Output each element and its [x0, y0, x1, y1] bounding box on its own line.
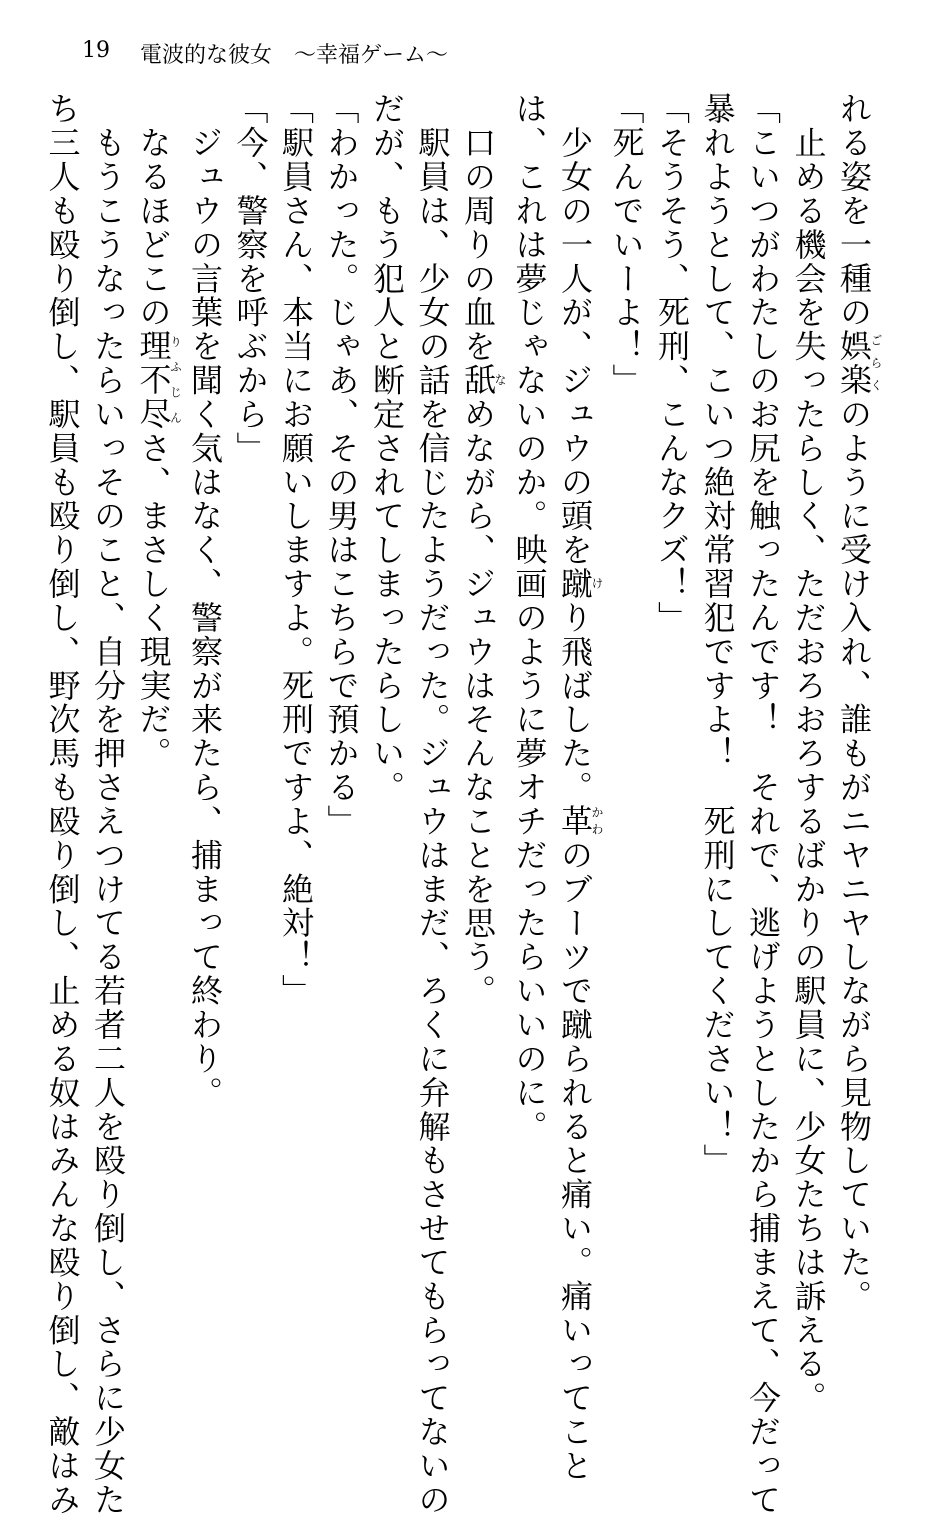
- text-segment: 口の周りの血を: [459, 92, 497, 364]
- text-line: [273, 92, 319, 1364]
- text-segment: ジュウの言葉を聞く気はなく、警察が来たら、捕まって終わり。: [186, 92, 224, 1110]
- page-number: 19: [82, 38, 110, 63]
- text-line: [318, 92, 364, 1364]
- text-segment: だが、もう犯人と断定されてしまったらしい。: [368, 92, 406, 805]
- text-segment: 駅員は、少女の話を信じたようだった。ジュウはまだ、ろくに弁解もさせてもらってないの: [413, 92, 452, 1517]
- text-line: [694, 92, 740, 1364]
- text-line: [130, 92, 182, 1364]
- text-segment: 暴れようとして、こいつ絶対常習犯ですよ！ 死刑にしてください！」: [698, 92, 737, 1178]
- text-segment: のブーツで蹴られると痛い。痛いってこと: [556, 838, 594, 1483]
- text-segment: ち三人も殴り倒し、駅員も殴り倒し、野次馬も殴り倒し、止める奴はみんな殴り倒し、敵はみ: [43, 92, 82, 1517]
- ruby-base: 理不尽: [134, 329, 173, 432]
- ruby-annotation: [556, 804, 604, 839]
- ruby-base: 娯楽: [835, 329, 873, 398]
- text-segment: れる姿を一種の: [835, 92, 873, 330]
- text-line: [506, 92, 552, 1364]
- text-line: [39, 92, 85, 1517]
- furigana: な: [493, 363, 507, 398]
- ruby-base: 舐: [459, 363, 497, 398]
- ruby-base: 蹴: [556, 566, 594, 601]
- ruby-base: 革: [556, 804, 594, 839]
- text-line: [227, 92, 273, 1364]
- text-segment: 「駅員さん、本当にお願いしますよ。死刑ですよ、絶対！」: [277, 92, 315, 1008]
- text-segment: もうこうなったらいっそのこと、自分を押さえつけてる若者二人を殴り倒し、さらに少女た: [89, 92, 127, 1517]
- text-line: [85, 92, 131, 1517]
- text-segment: り飛ばした。: [556, 600, 594, 805]
- furigana: りふじん: [168, 329, 183, 432]
- text-segment: なるほどこの: [134, 92, 173, 330]
- text-segment: さ、まさしく現実だ。: [134, 431, 173, 771]
- ruby-annotation: [459, 363, 507, 398]
- text-line: [831, 92, 883, 1364]
- text-line: [552, 92, 604, 1483]
- vertical-body-text: [39, 92, 883, 1517]
- text-segment: 「わかった。じゃあ、その男はこちらで預かる」: [322, 92, 361, 839]
- text-segment: めながら、ジュウはそんなことを思う。: [459, 397, 497, 1008]
- text-line: [603, 92, 649, 1364]
- text-line: [182, 92, 228, 1364]
- text-line: [455, 92, 507, 1364]
- text-line: [740, 92, 786, 1517]
- page-header: [82, 38, 448, 69]
- text-segment: 少女の一人が、ジュウの頭を: [556, 92, 594, 567]
- running-title: 電波的な彼女 ～幸福ゲーム～: [140, 43, 449, 68]
- text-line: [785, 92, 831, 1415]
- ruby-annotation: [556, 566, 604, 601]
- furigana: け: [590, 566, 604, 601]
- text-segment: 「死んでいーよ！」: [607, 92, 646, 398]
- text-segment: 「そうそう、死刑、こんなクズ！」: [653, 92, 691, 635]
- text-segment: は、これは夢じゃないのか。映画のように夢オチだったらいいのに。: [510, 92, 549, 1144]
- furigana: ごらく: [869, 329, 883, 398]
- ruby-annotation: [134, 329, 183, 432]
- ruby-annotation: [835, 329, 883, 398]
- text-segment: 止める機会を失ったらしく、ただおろおろするばかりの駅員に、少女たちは訴える。: [789, 92, 828, 1415]
- text-segment: 「こいつがわたしのお尻を触ったんです！ それで、逃げようとしたから捕まえて、今だって: [744, 92, 782, 1517]
- text-line: [409, 92, 455, 1517]
- furigana: かわ: [590, 804, 604, 839]
- text-line: [364, 92, 410, 1364]
- text-line: [649, 92, 695, 1364]
- text-segment: 「今、警察を呼ぶから」: [231, 92, 270, 466]
- text-segment: のように受け入れ、誰もがニヤニヤしながら見物していた。: [835, 397, 873, 1314]
